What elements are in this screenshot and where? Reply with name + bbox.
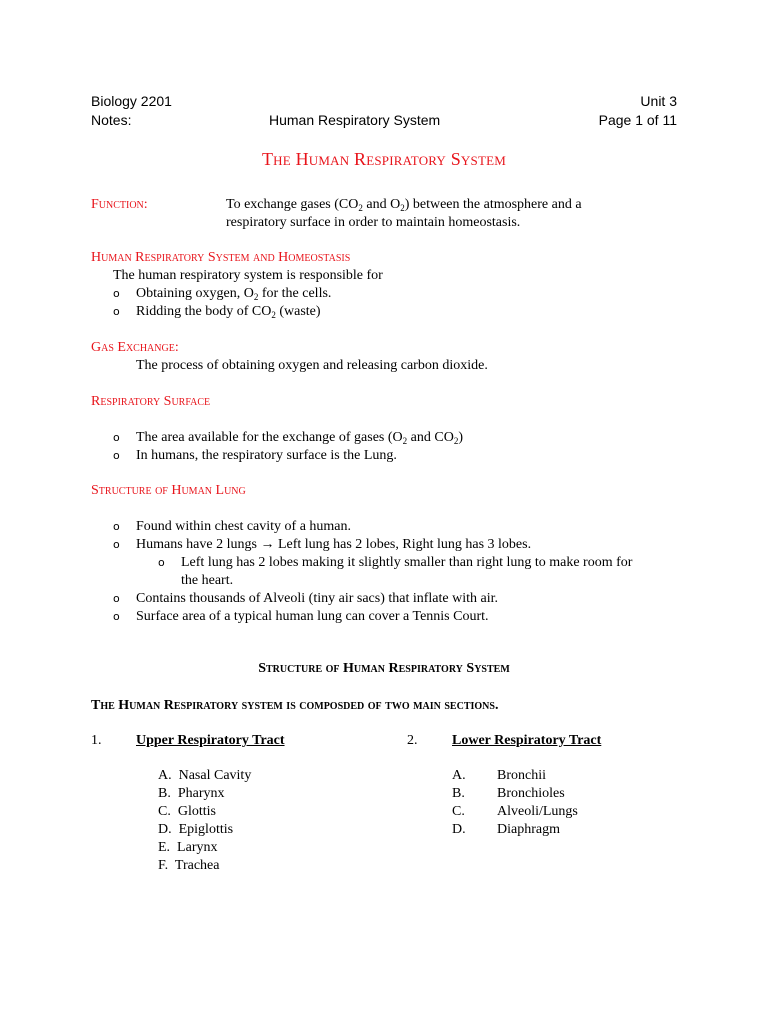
lung-bullet-lobes: Humans have 2 lungs → Left lung has 2 lobes, Right lung has 3 lobes. bbox=[136, 537, 532, 552]
topic-label: Human Respiratory System bbox=[269, 112, 441, 128]
upper-tract-item: C. Glottis bbox=[158, 804, 216, 819]
function-heading: Function: bbox=[91, 197, 148, 212]
course-label: Biology 2201 bbox=[91, 93, 172, 109]
lower-tract-item: Bronchioles bbox=[497, 786, 565, 801]
gas-exchange-heading: Gas Exchange: bbox=[91, 340, 179, 355]
function-text-line1: To exchange gases ($CO_2$ and $O_2$) between the atmosphere and a bbox=[226, 197, 582, 213]
lung-bullet-chest: Found within chest cavity of a human. bbox=[136, 519, 352, 534]
bullet-icon: o bbox=[113, 305, 120, 318]
lower-tract-title: Lower Respiratory Tract bbox=[452, 733, 602, 748]
upper-tract-item: B. Pharynx bbox=[158, 786, 225, 801]
bullet-icon: o bbox=[113, 449, 120, 462]
homeostasis-heading: Human Respiratory System and Homeostasis bbox=[91, 250, 351, 265]
arrow-right-icon: → bbox=[260, 537, 275, 552]
lower-tract-item: Alveoli/Lungs bbox=[497, 804, 578, 819]
upper-tract-title: Upper Respiratory Tract bbox=[136, 733, 285, 748]
upper-tract-item: F. Trachea bbox=[158, 858, 220, 873]
page-number: Page 1 of 11 bbox=[598, 112, 677, 128]
bullet-icon: o bbox=[113, 592, 120, 605]
bullet-icon: o bbox=[113, 520, 120, 533]
unit-label: Unit 3 bbox=[640, 93, 677, 109]
lower-tract-item-letter: A. bbox=[452, 768, 466, 783]
respiratory-surface-bullet-gases: The area available for the exchange of gases ($O_2$ and $CO_2$) bbox=[136, 430, 463, 446]
system-structure-heading: Structure of Human Respiratory System bbox=[258, 661, 510, 676]
bullet-icon: o bbox=[113, 610, 120, 623]
upper-tract-item: D. Epiglottis bbox=[158, 822, 234, 837]
lung-subbullet-line2: the heart. bbox=[181, 573, 234, 588]
lower-tract-item: Bronchii bbox=[497, 768, 546, 783]
lower-tract-item-letter: D. bbox=[452, 822, 466, 837]
homeostasis-intro: The human respiratory system is responsible for bbox=[113, 268, 383, 283]
lung-structure-heading: Structure of Human Lung bbox=[91, 483, 246, 498]
lower-tract-item-letter: C. bbox=[452, 804, 465, 819]
gas-exchange-text: The process of obtaining oxygen and releasing carbon dioxide. bbox=[136, 358, 488, 373]
homeostasis-bullet-co2: Ridding the body of $CO_2$ (waste) bbox=[136, 304, 321, 320]
bullet-icon: o bbox=[113, 287, 120, 300]
homeostasis-bullet-oxygen: Obtaining oxygen, $O_2$ for the cells. bbox=[136, 286, 332, 302]
lung-bullet-alveoli: Contains thousands of Alveoli (tiny air sacs) that inflate with air. bbox=[136, 591, 498, 606]
bullet-icon: o bbox=[113, 538, 120, 551]
bullet-icon: o bbox=[113, 431, 120, 444]
notes-label: Notes: bbox=[91, 112, 132, 128]
lower-tract-item: Diaphragm bbox=[497, 822, 560, 837]
lower-tract-item-letter: B. bbox=[452, 786, 465, 801]
system-structure-subheading: The Human Respiratory system is composded of two main sections. bbox=[91, 698, 499, 713]
lower-tract-number: 2. bbox=[407, 733, 418, 748]
respiratory-surface-heading: Respiratory Surface bbox=[91, 394, 211, 409]
bullet-icon: o bbox=[158, 556, 165, 569]
page-title: The Human Respiratory System bbox=[261, 149, 506, 169]
upper-tract-number: 1. bbox=[91, 733, 102, 748]
lung-subbullet-line1: Left lung has 2 lobes making it slightly smaller than right lung to make room for bbox=[181, 555, 633, 570]
lung-bullet-surface-area: Surface area of a typical human lung can cover a Tennis Court. bbox=[136, 609, 489, 624]
upper-tract-item: E. Larynx bbox=[158, 840, 218, 855]
respiratory-surface-bullet-lung: In humans, the respiratory surface is the Lung. bbox=[136, 448, 397, 463]
function-text-line2: respiratory surface in order to maintain homeostasis. bbox=[226, 215, 521, 230]
upper-tract-item: A. Nasal Cavity bbox=[158, 768, 252, 783]
